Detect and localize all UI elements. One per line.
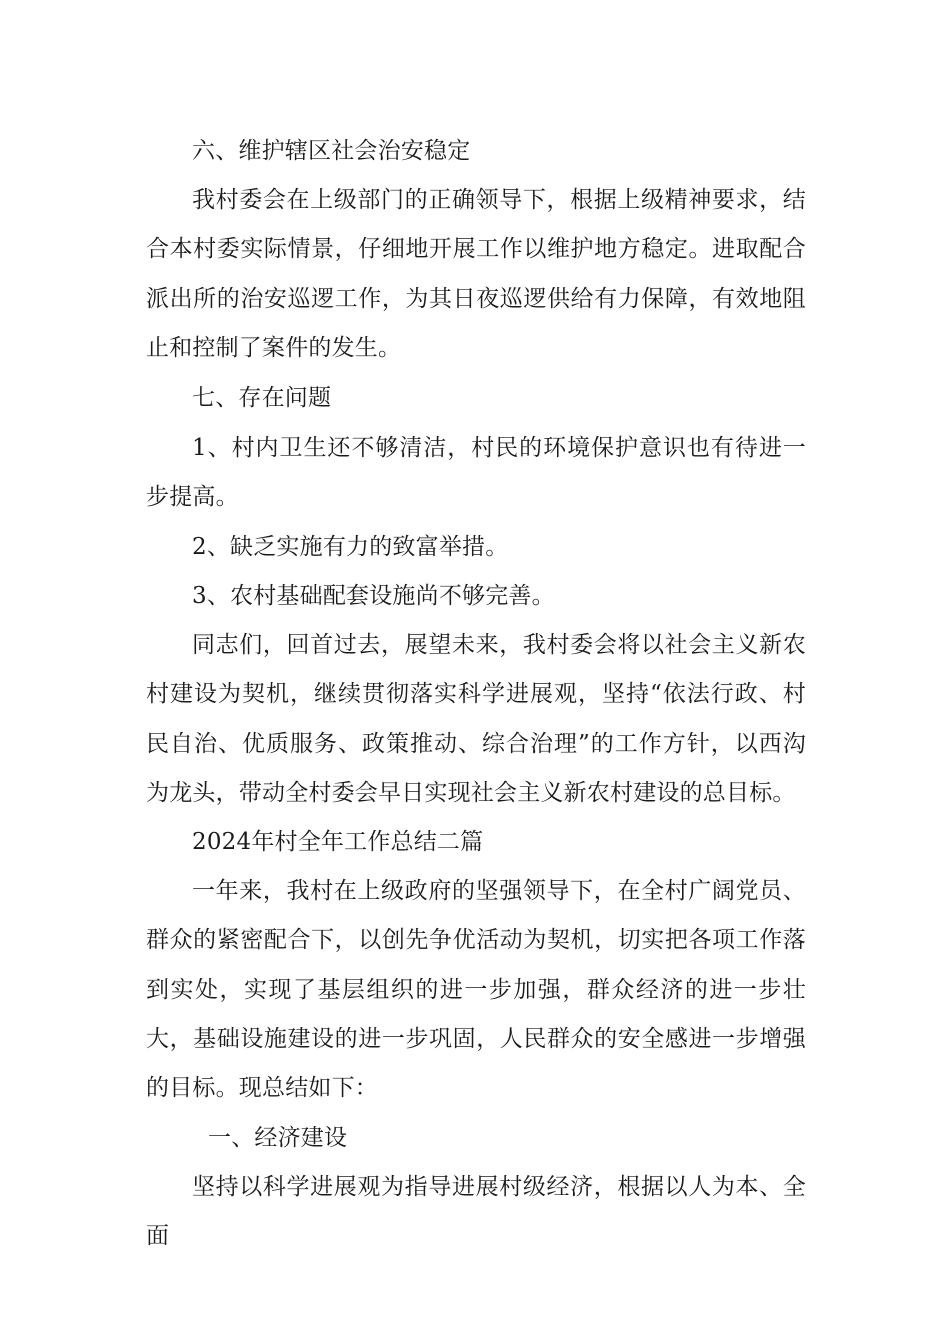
document-subtitle: 2024年村全年工作总结二篇	[192, 829, 484, 855]
problem-item-1: 1、村内卫生还不够清洁，村民的环境保护意识也有待进一步提高。	[146, 435, 806, 511]
paragraph-public-security: 我村委会在上级部门的正确领导下，根据上级精神要求，结合本村委实际情景，仔细地开展工作以维护地方稳定。进取配合派出所的治安巡逻工作，为其日夜巡逻供给有力保障，有效地阻止和控制了案件的发生。	[146, 187, 806, 361]
section-heading-economic-construction: 一、经济建设	[208, 1125, 348, 1151]
problem-item-2: 2、缺乏实施有力的致富举措。	[192, 534, 509, 560]
paragraph-economic-construction: 坚持以科学进展观为指导进展村级经济，根据以人为本、全面	[146, 1174, 806, 1250]
section-heading-public-security: 六、维护辖区社会治安稳定	[192, 138, 471, 164]
problem-item-3: 3、农村基础配套设施尚不够完善。	[192, 583, 555, 609]
section-heading-existing-problems: 七、存在问题	[192, 385, 332, 411]
paragraph-closing-remarks: 同志们，回首过去，展望未来，我村委会将以社会主义新农村建设为契机，继续贯彻落实科学进展观，坚持“依法行政、村民自治、优质服务、政策推动、综合治理”的工作方针，以西沟为龙头，带动全村委会早日实现社会主义新农村建设的总目标。	[146, 632, 806, 806]
paragraph-annual-summary-intro: 一年来，我村在上级政府的坚强领导下，在全村广阔党员、群众的紧密配合下，以创先争优活动为契机，切实把各项工作落到实处，实现了基层组织的进一步加强，群众经济的进一步壮大，基础设施建设的进一步巩固，人民群众的安全感进一步增强的目标。现总结如下：	[146, 878, 806, 1102]
